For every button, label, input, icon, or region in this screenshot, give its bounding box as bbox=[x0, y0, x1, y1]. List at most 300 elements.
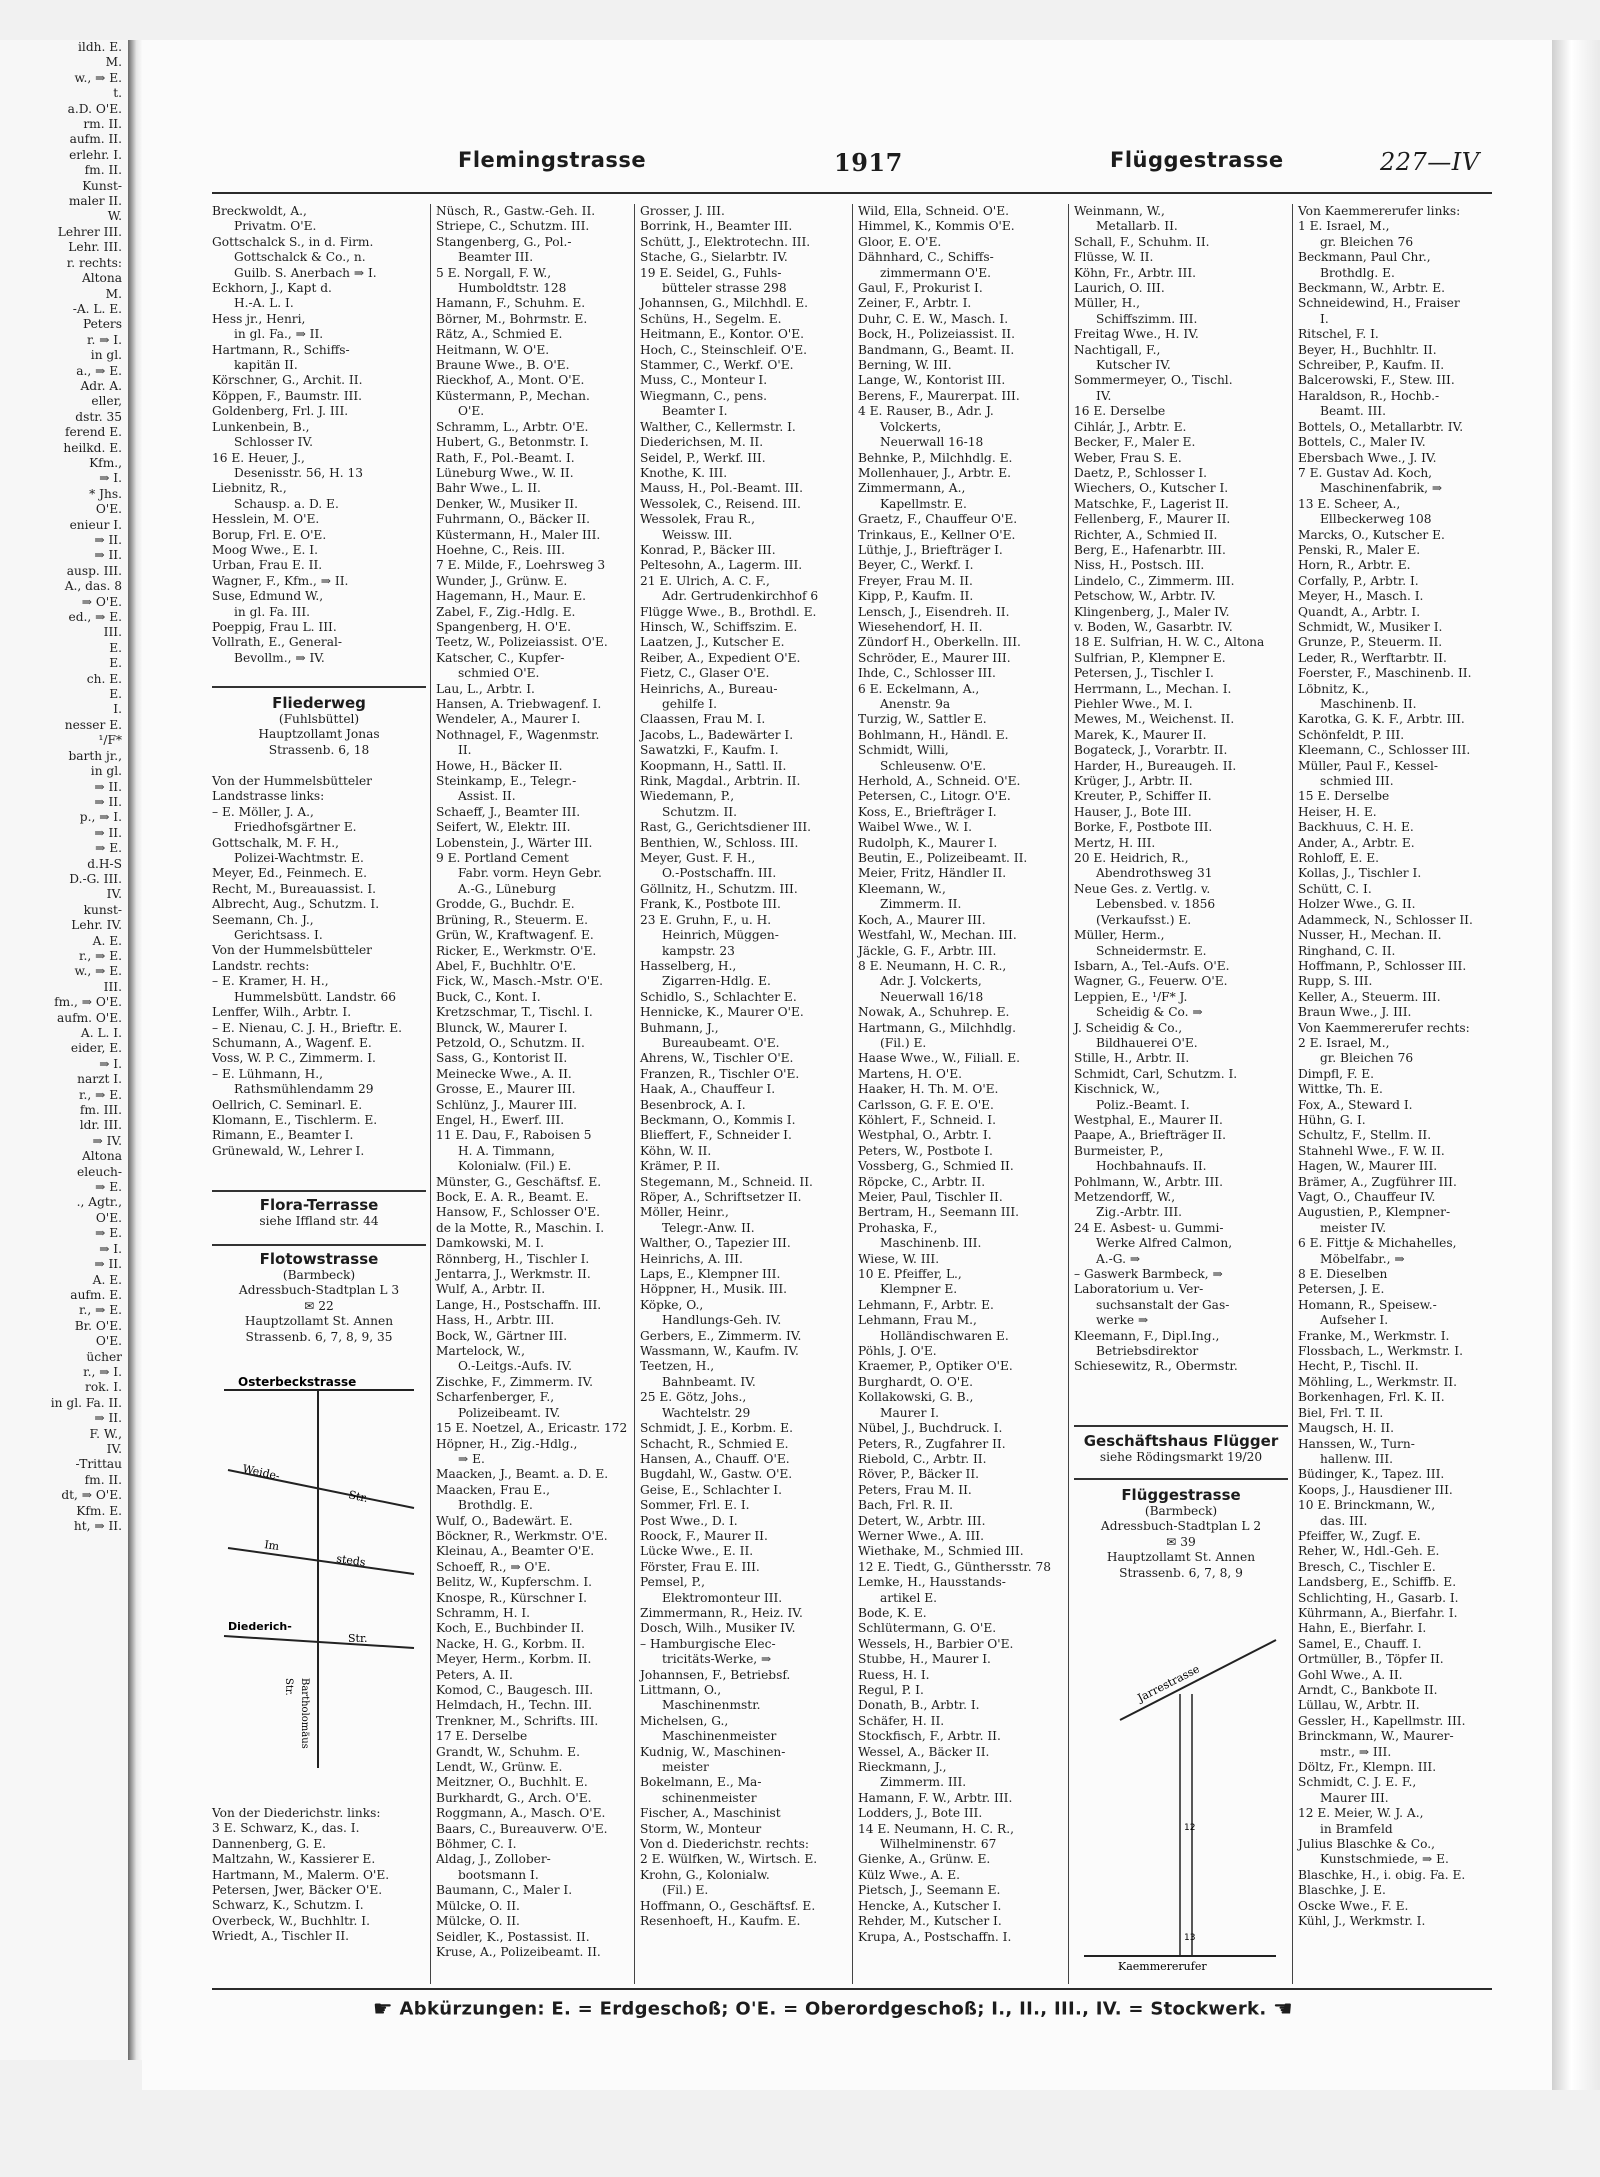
entry-line: Grunze, P., Steuerm. II. bbox=[1298, 635, 1443, 650]
entry-line: Adr. Gertrudenkirchhof 6 bbox=[662, 589, 819, 604]
entry-line: Blunck, W., Maurer I. bbox=[436, 1020, 568, 1035]
entry-line: barth jr., bbox=[68, 748, 122, 763]
entry-line: 2 E. Israel, M., bbox=[1298, 1035, 1390, 1050]
entry-line: O'E. bbox=[95, 502, 122, 517]
entry-line: t. bbox=[113, 86, 122, 101]
entry-line: in gl. bbox=[90, 764, 122, 779]
section-rule bbox=[1074, 1425, 1288, 1427]
entry-line: Neue Ges. z. Vertlg. v. bbox=[1074, 881, 1211, 896]
entry-line: D.-G. III. bbox=[69, 871, 122, 886]
entry-line: Gottschalck & Co., n. bbox=[234, 250, 366, 265]
entry-line: Döltz, Fr., Klempn. III. bbox=[1298, 1760, 1437, 1775]
entry-line: maler II. bbox=[68, 194, 122, 209]
entry-line: Brothdlg. E. bbox=[458, 1498, 533, 1513]
entry-line: Weinmann, W., bbox=[1074, 204, 1165, 218]
section-title: Flotowstrasse bbox=[259, 1250, 379, 1268]
section-line: Hauptzollamt St. Annen bbox=[1106, 1550, 1256, 1565]
entry-line: hallenw. III. bbox=[1320, 1451, 1394, 1466]
entry-line: Metallarb. II. bbox=[1096, 219, 1178, 234]
entry-line: Altona bbox=[81, 271, 122, 286]
entry-line: Böhmer, C. I. bbox=[436, 1837, 517, 1852]
entry-line: Bevollm., ⇒ IV. bbox=[234, 650, 325, 665]
entry-line: Stammer, C., Werkf. O'E. bbox=[640, 358, 794, 373]
column-4 bbox=[858, 204, 1064, 1984]
entry-line: Bottels, C., Maler IV. bbox=[1298, 435, 1426, 450]
entry-line: ¹/F* bbox=[98, 733, 122, 748]
entry-line: Lüneburg Wwe., W. II. bbox=[436, 465, 574, 480]
entry-line: Kollakowski, G. B., bbox=[858, 1390, 974, 1405]
entry-line: Prohaska, F., bbox=[858, 1220, 938, 1235]
entry-line: Borkenhagen, Frl. K. II. bbox=[1298, 1390, 1445, 1405]
entry-line: Bottels, O., Metallarbtr. IV. bbox=[1298, 419, 1464, 434]
entry-line: Wendeler, A., Maurer I. bbox=[436, 712, 581, 727]
entry-line: Wilhelminenstr. 67 bbox=[880, 1837, 997, 1852]
entry-line: I. bbox=[1320, 311, 1329, 326]
section-line: Strassenb. 6, 18 bbox=[268, 742, 370, 757]
entry-line: Von der Hummelsbütteler bbox=[212, 774, 373, 788]
entry-line: Mülcke, O. II. bbox=[436, 1898, 520, 1913]
entry-line: Biel, Frl. T. II. bbox=[1298, 1405, 1384, 1420]
entry-line: Kruse, A., Polizeibeamt. II. bbox=[436, 1944, 601, 1959]
entry-line: Marcks, O., Kutscher E. bbox=[1298, 527, 1445, 542]
entry-line: Duhr, C. E. W., Masch. I. bbox=[858, 311, 1009, 326]
entry-line: Höpner, H., Zig.-Hdlg., bbox=[436, 1436, 578, 1451]
entry-line: Arndt, C., Bankbote II. bbox=[1298, 1683, 1438, 1697]
entry-line: Von Kaemmererufer links: bbox=[1298, 204, 1461, 218]
entry-line: Pemsel, P., bbox=[640, 1575, 706, 1590]
entry-line: III. bbox=[103, 625, 122, 640]
entry-line: Maltzahn, W., Kassierer E. bbox=[212, 1852, 376, 1867]
entry-line: Homann, R., Speisew.- bbox=[1298, 1297, 1437, 1312]
entry-line: Grün, W., Kraftwagenf. E. bbox=[436, 928, 594, 943]
entry-line: Hansen, A. Triebwagenf. I. bbox=[436, 697, 602, 711]
entry-line: Walther, C., Kellermstr. I. bbox=[640, 419, 796, 434]
entry-line: Grandt, W., Schuhm. E. bbox=[436, 1744, 580, 1759]
entry-line: Schall, F., Schuhm. II. bbox=[1074, 234, 1210, 249]
entry-line: Lau, L., Arbtr. I. bbox=[436, 681, 535, 696]
entry-line: Kleemann, C., Schlosser III. bbox=[1298, 743, 1471, 758]
entry-line: Rimann, E., Beamter I. bbox=[212, 1128, 354, 1143]
entry-line: Trinkaus, E., Kellner O'E. bbox=[858, 527, 1016, 542]
entry-line: Jacobs, L., Badewärter I. bbox=[640, 727, 794, 742]
entry-line: ⇒ II. bbox=[94, 825, 122, 840]
entry-line: werke ⇒ bbox=[1096, 1313, 1149, 1328]
entry-line: Kfm. E. bbox=[76, 1503, 122, 1518]
entry-line: Helmdach, H., Techn. III. bbox=[436, 1698, 593, 1713]
entry-line: Blaschke, J. E. bbox=[1298, 1883, 1386, 1898]
entry-line: 8 E. Neumann, H. C. R., bbox=[858, 958, 1007, 973]
entry-line: Hoehne, C., Reis. III. bbox=[436, 542, 565, 557]
entry-line: bootsmann I. bbox=[458, 1867, 539, 1882]
entry-line: Maschinenb. II. bbox=[1320, 697, 1417, 711]
entry-line: Metzendorff, W., bbox=[1074, 1190, 1176, 1204]
entry-line: O.-Postschaffn. III. bbox=[662, 866, 777, 881]
street-map-flueggestrasse bbox=[1080, 1610, 1280, 1973]
entry-line: Leppien, E., ¹/F* J. bbox=[1074, 989, 1188, 1004]
entry-line: Rohloff, E. E. bbox=[1298, 851, 1379, 866]
entry-line: ⇒ E. bbox=[95, 1226, 122, 1241]
entry-line: rm. II. bbox=[83, 117, 122, 132]
entry-line: Buck, C., Kont. I. bbox=[436, 989, 541, 1004]
entry-line: Zimmerm. II. bbox=[880, 897, 962, 912]
entry-line: IV. bbox=[1096, 388, 1112, 403]
entry-line: Berens, F., Maurerpat. III. bbox=[858, 388, 1020, 403]
entry-line: Himmel, K., Kommis O'E. bbox=[858, 219, 1015, 234]
entry-line: Privatm. O'E. bbox=[234, 219, 317, 234]
entry-line: A. E. bbox=[92, 1272, 122, 1287]
entry-line: Voss, W. P. C., Zimmerm. I. bbox=[212, 1051, 376, 1066]
entry-line: Knothe, K. III. bbox=[640, 465, 728, 480]
entry-line: Vossberg, G., Schmied II. bbox=[858, 1159, 1014, 1174]
entry-line: in gl. Fa. II. bbox=[50, 1395, 122, 1410]
entry-line: Seifert, W., Elektr. III. bbox=[436, 820, 571, 835]
entry-line: Schwarz, K., Schutzm. I. bbox=[212, 1898, 364, 1913]
entry-line: Daetz, P., Schlosser I. bbox=[1074, 465, 1208, 480]
map-label-steds: steds bbox=[335, 1552, 367, 1570]
entry-line: Meyer, H., Masch. I. bbox=[1298, 589, 1424, 604]
entry-line: v. Boden, W., Gasarbtr. IV. bbox=[1074, 619, 1233, 634]
entry-line: d.H-S bbox=[87, 856, 122, 871]
entry-line: Post Wwe., D. I. bbox=[640, 1513, 738, 1528]
map-label-jarrestrasse: Jarrestrasse bbox=[1135, 1662, 1202, 1705]
entry-line: E. bbox=[109, 656, 122, 671]
entry-line: ücher bbox=[86, 1349, 122, 1364]
entry-line: rok. I. bbox=[85, 1380, 122, 1395]
entry-line: Schleusenw. O'E. bbox=[880, 758, 987, 773]
entry-line: Lodders, J., Bote III. bbox=[858, 1806, 983, 1821]
entry-line: Fellenberg, F., Maurer II. bbox=[1074, 512, 1231, 527]
entry-line: Karotka, G. K. F., Arbtr. III. bbox=[1298, 712, 1465, 727]
entry-line: Gloor, E. O'E. bbox=[858, 234, 942, 249]
entry-line: Koopmann, H., Sattl. II. bbox=[640, 758, 787, 773]
entry-line: Löbnitz, K., bbox=[1298, 681, 1369, 696]
entry-line: 7 E. Milde, F., Loehrsweg 3 bbox=[436, 558, 606, 573]
entry-line: Vollrath, E., General- bbox=[212, 635, 343, 650]
entry-line: Diederichsen, M. II. bbox=[640, 435, 764, 450]
entry-line: Zimmermann, R., Heiz. IV. bbox=[640, 1605, 803, 1620]
entry-line: Scharfenberger, F., bbox=[436, 1390, 555, 1405]
entry-line: Kühl, J., Werkmstr. I. bbox=[1298, 1914, 1426, 1929]
entry-line: Laatzen, J., Kutscher E. bbox=[640, 635, 785, 650]
entry-line: meister IV. bbox=[1320, 1220, 1387, 1235]
entry-line: Lange, H., Postschaffn. III. bbox=[436, 1297, 602, 1312]
entry-line: Pfeiffer, W., Zugf. E. bbox=[1298, 1528, 1421, 1543]
entry-line: Carlsson, G. F. E. O'E. bbox=[858, 1097, 994, 1112]
entry-line: E. bbox=[109, 640, 122, 655]
entry-line: Vagt, O., Chauffeur IV. bbox=[1298, 1190, 1436, 1204]
entry-line: Körschner, G., Archit. II. bbox=[212, 373, 363, 388]
entry-line: Lebensbed. v. 1856 bbox=[1096, 897, 1216, 912]
entry-line: Hoffmann, O., Geschäftsf. E. bbox=[640, 1898, 816, 1913]
entry-line: Möbelfabr., ⇒ bbox=[1320, 1251, 1405, 1266]
entry-line: Adr. A. bbox=[80, 378, 122, 393]
entry-line: Mollenhauer, J., Arbtr. E. bbox=[858, 465, 1011, 480]
entry-line: ⇒ I. bbox=[99, 1241, 122, 1256]
entry-line: Ander, A., Arbtr. E. bbox=[1298, 835, 1415, 850]
entry-line: Haase Wwe., W., Filiall. E. bbox=[858, 1051, 1021, 1066]
entry-line: Börner, M., Bohrmstr. E. bbox=[436, 311, 588, 326]
entry-line: Komod, C., Baugesch. III. bbox=[436, 1683, 594, 1697]
entry-line: Hahn, E., Bierfahr. I. bbox=[1298, 1621, 1427, 1636]
entry-line: Schlosser IV. bbox=[234, 435, 314, 450]
entry-line: Burghardt, O. O'E. bbox=[858, 1374, 973, 1389]
previous-page-edge bbox=[0, 40, 130, 2060]
entry-line: Petschow, W., Arbtr. IV. bbox=[1074, 589, 1216, 604]
entry-line: 6 E. Fittje & Michahelles, bbox=[1298, 1236, 1457, 1251]
entry-line: Maurer III. bbox=[1320, 1790, 1389, 1805]
entry-line: Fischer, A., Maschinist bbox=[640, 1806, 781, 1821]
entry-line: Benthien, W., Schloss. III. bbox=[640, 835, 799, 850]
entry-line: Guilb. S. Anerbach ⇒ I. bbox=[234, 265, 377, 280]
entry-line: Belitz, W., Kupferschm. I. bbox=[436, 1575, 593, 1590]
entry-line: Breckwoldt, A., bbox=[212, 204, 307, 218]
abbreviations-footer bbox=[278, 1997, 1388, 2022]
entry-line: Br. O'E. bbox=[74, 1318, 122, 1333]
entry-line: Assist. II. bbox=[458, 789, 516, 804]
entry-line: Teetzen, H., bbox=[640, 1359, 715, 1374]
entry-line: Roggmann, A., Masch. O'E. bbox=[436, 1806, 606, 1821]
entry-line: Hoch, C., Steinschleif. O'E. bbox=[640, 342, 807, 357]
entry-line: (Verkaufsst.) E. bbox=[1096, 912, 1192, 927]
entry-line: ⇒ E. bbox=[95, 841, 122, 856]
entry-line: Bock, W., Gärtner III. bbox=[436, 1328, 568, 1343]
entry-line: A.-G., Lüneburg bbox=[458, 881, 556, 896]
entry-line: Isbarn, A., Tel.-Aufs. O'E. bbox=[1074, 958, 1230, 973]
entry-line: mstr., ⇒ III. bbox=[1320, 1744, 1392, 1759]
entry-line: Grünewald, W., Lehrer I. bbox=[212, 1143, 365, 1158]
section-line: (Barmbeck) bbox=[282, 1268, 356, 1282]
entry-line: Wulf, O., Badewärt. E. bbox=[436, 1513, 573, 1528]
entry-line: Telegr.-Anw. II. bbox=[662, 1220, 755, 1235]
entry-line: Brothdlg. E. bbox=[1320, 265, 1395, 280]
entry-line: – E. Kramer, H. H., bbox=[212, 974, 329, 989]
entry-line: Burmeister, P., bbox=[1074, 1143, 1164, 1158]
entry-line: Johannsen, F., Betriebsf. bbox=[640, 1667, 791, 1682]
entry-line: Sommermeyer, O., Tischl. bbox=[1074, 373, 1233, 388]
entry-line: kampstr. 23 bbox=[662, 943, 735, 958]
entry-line: Röper, A., Schriftsetzer II. bbox=[640, 1190, 802, 1204]
entry-line: Schramm, L., Arbtr. O'E. bbox=[436, 419, 589, 434]
entry-line: 13 E. Scheer, A., bbox=[1298, 496, 1401, 511]
entry-line: Petersen, C., Litogr. O'E. bbox=[858, 789, 1011, 804]
entry-line: Leder, R., Werftarbtr. II. bbox=[1298, 650, 1447, 665]
entry-line: Schramm, H. I. bbox=[436, 1605, 531, 1620]
entry-line: Peters, Frau M. II. bbox=[858, 1482, 972, 1497]
entry-line: Johannsen, G., Milchhdl. E. bbox=[640, 296, 809, 311]
entry-line: Corfally, P., Arbtr. I. bbox=[1298, 573, 1419, 588]
entry-line: aufm. E. bbox=[70, 1287, 122, 1302]
entry-line: Gienke, A., Grünw. E. bbox=[858, 1852, 991, 1867]
entry-line: ch. E. bbox=[86, 671, 122, 686]
entry-line: Richter, A., Schmied II. bbox=[1074, 527, 1218, 542]
entry-line: Bock, H., Polizeiassist. II. bbox=[858, 327, 1015, 342]
entry-line: Franke, M., Werkmstr. I. bbox=[1298, 1328, 1450, 1343]
entry-line: Hansow, F., Schlosser O'E. bbox=[436, 1205, 601, 1220]
entry-line: Jentarra, J., Werkmstr. II. bbox=[436, 1267, 591, 1282]
entry-line: Kührmann, A., Bierfahr. I. bbox=[1298, 1605, 1458, 1620]
entry-line: Poliz.-Beamt. I. bbox=[1096, 1097, 1190, 1112]
entry-line: Schütt, C. I. bbox=[1298, 881, 1372, 896]
page-edge-right bbox=[1552, 40, 1600, 2090]
entry-line: Kreuter, P., Schiffer II. bbox=[1074, 789, 1212, 804]
entry-line: Ruess, H. I. bbox=[858, 1667, 930, 1682]
entry-line: 25 E. Götz, Johs., bbox=[640, 1390, 747, 1405]
entry-line: Lehr. IV. bbox=[71, 918, 122, 933]
entry-line: Polizeibeamt. IV. bbox=[458, 1405, 561, 1420]
entry-line: Dannenberg, G. E. bbox=[212, 1836, 327, 1851]
entry-line: Freyer, Frau M. II. bbox=[858, 573, 973, 588]
column-3 bbox=[640, 204, 848, 1984]
header-rule bbox=[212, 192, 1492, 194]
entry-line: Ringhand, C. II. bbox=[1298, 943, 1396, 958]
section-line: Hauptzollamt St. Annen bbox=[244, 1314, 394, 1329]
entry-line: (Fil.) E. bbox=[880, 1035, 927, 1050]
entry-line: Schlütermann, G. O'E. bbox=[858, 1621, 997, 1636]
entry-line: Schmidt, J. E., Korbm. E. bbox=[640, 1421, 793, 1436]
entry-line: Seidler, K., Postassist. II. bbox=[436, 1929, 590, 1944]
entry-line: Blieffert, F., Schneider I. bbox=[640, 1128, 792, 1143]
entry-line: Hartmann, R., Schiffs- bbox=[212, 342, 350, 357]
section-title: Geschäftshaus Flügger bbox=[1083, 1432, 1279, 1450]
entry-line: Schäfer, H. II. bbox=[858, 1713, 945, 1728]
entry-line: Gerichtsass. I. bbox=[234, 928, 323, 943]
entry-line: Rätz, A., Schmied E. bbox=[436, 327, 563, 342]
entry-line: O'E. bbox=[458, 404, 485, 419]
entry-line: Stahnehl Wwe., F. W. II. bbox=[1298, 1143, 1445, 1158]
entry-line: Peltesohn, A., Lagerm. III. bbox=[640, 558, 803, 573]
entry-line: Möller, Heinr., bbox=[640, 1205, 729, 1220]
entry-line: ⇒ II. bbox=[94, 548, 122, 563]
entry-line: Westfahl, W., Mechan. III. bbox=[858, 928, 1017, 943]
entry-line: Brämer, A., Zugführer III. bbox=[1298, 1174, 1457, 1189]
column-2 bbox=[436, 204, 632, 1984]
entry-line: Zeiner, F., Arbtr. I. bbox=[858, 296, 972, 311]
entry-line: Humboldtstr. 128 bbox=[458, 281, 567, 296]
entry-line: Samel, E., Chauff. I. bbox=[1298, 1636, 1422, 1651]
entry-line: Elektromonteur III. bbox=[662, 1590, 783, 1605]
entry-line: Fabr. vorm. Heyn Gebr. bbox=[458, 866, 602, 881]
entry-line: Adammeck, N., Schlosser II. bbox=[1298, 912, 1473, 927]
entry-line: Suse, Edmund W., bbox=[212, 589, 324, 604]
entry-line: Köppen, F., Baumstr. III. bbox=[212, 388, 363, 403]
entry-line: Wiedemann, P., bbox=[640, 789, 735, 804]
entry-line: Meyer, Ed., Feinmech. E. bbox=[212, 866, 368, 881]
entry-line: Holzer Wwe., G. II. bbox=[1298, 897, 1416, 912]
entry-line: Braun Wwe., J. III. bbox=[1298, 1005, 1412, 1020]
entry-line: Kischnick, W., bbox=[1074, 1082, 1160, 1097]
entry-line: E. bbox=[109, 687, 122, 702]
entry-line: Küstermann, P., Mechan. bbox=[436, 388, 590, 403]
entry-line: IV. bbox=[106, 1441, 122, 1456]
entry-line: Schmidt, C. J. E. F., bbox=[1298, 1775, 1417, 1790]
entry-line: Beamter I. bbox=[662, 404, 728, 419]
entry-line: ferend E. bbox=[64, 425, 122, 440]
section-line: (Fuhlsbüttel) bbox=[278, 712, 360, 726]
entry-line: Franzen, R., Tischler O'E. bbox=[640, 1066, 800, 1081]
entry-line: Hass, H., Arbtr. III. bbox=[436, 1313, 555, 1328]
entry-line: Bogateck, J., Vorarbtr. II. bbox=[1074, 743, 1228, 758]
entry-line: Nothnagel, F., Wagenmstr. bbox=[436, 727, 600, 742]
entry-line: Schumann, A., Wagenf. E. bbox=[212, 1035, 372, 1050]
entry-line: Brinckmann, W., Maurer- bbox=[1298, 1729, 1454, 1744]
entry-line: Julius Blaschke & Co., bbox=[1298, 1837, 1435, 1852]
entry-line: Damkowski, M. I. bbox=[436, 1236, 544, 1251]
entry-line: r., ⇒ I. bbox=[83, 1364, 122, 1379]
entry-line: Detert, W., Arbtr. III. bbox=[858, 1513, 986, 1528]
map-label-bartholomaeus-str: Str. bbox=[283, 1678, 294, 1696]
section-title: Flüggestrasse bbox=[1121, 1486, 1241, 1504]
entry-line: Graetz, F., Chauffeur O'E. bbox=[858, 512, 1018, 527]
entry-line: ht, ⇒ II. bbox=[73, 1519, 122, 1533]
entry-line: r., ⇒ E. bbox=[79, 1087, 122, 1102]
entry-line: Beyer, H., Buchhltr. II. bbox=[1298, 342, 1437, 357]
entry-line: Maacken, J., Beamt. a. D. E. bbox=[436, 1467, 609, 1482]
entry-line: Schutzm. II. bbox=[662, 804, 737, 819]
map-label-kaemmererufer: Kaemmererufer bbox=[1118, 1960, 1207, 1973]
entry-line: Maschinenmeister bbox=[662, 1729, 777, 1744]
entry-line: Heitmann, W. O'E. bbox=[436, 342, 550, 357]
entry-line: Hanssen, W., Turn- bbox=[1298, 1436, 1415, 1451]
entry-line: Von der Diederichstr. links: bbox=[212, 1806, 381, 1820]
entry-line: r., ⇒ E. bbox=[79, 948, 122, 963]
entry-line: Meinecke Wwe., A. II. bbox=[436, 1066, 572, 1081]
entry-line: Bildhauerei O'E. bbox=[1096, 1035, 1198, 1050]
entry-line: Bresch, C., Tischler E. bbox=[1298, 1559, 1436, 1574]
entry-line: Bock, E. A. R., Beamt. E. bbox=[436, 1190, 589, 1204]
entry-line: Borup, Frl. E. O'E. bbox=[212, 527, 327, 542]
entry-line: Gottschalk, M. F. H., bbox=[212, 835, 340, 850]
entry-line: artikel E. bbox=[880, 1590, 938, 1605]
entry-line: Kleemann, W., bbox=[858, 881, 946, 896]
entry-line: Hummelsbütt. Landstr. 66 bbox=[234, 989, 397, 1004]
entry-line: Schidlo, S., Schlachter E. bbox=[640, 989, 797, 1004]
entry-line: Herrmann, L., Mechan. I. bbox=[1074, 681, 1232, 696]
entry-line: Maschinenfabrik, ⇒ bbox=[1320, 481, 1443, 496]
entry-line: suchsanstalt der Gas- bbox=[1096, 1297, 1230, 1312]
entry-line: aufm. O'E. bbox=[56, 1010, 122, 1025]
entry-line: Schütt, J., Elektrotechn. III. bbox=[640, 234, 811, 249]
entry-line: Ricker, E., Werkmstr. O'E. bbox=[436, 943, 597, 958]
entry-line: Kleinau, A., Beamter O'E. bbox=[436, 1544, 595, 1559]
entry-line: Krämer, P. II. bbox=[640, 1159, 721, 1174]
entry-line: eleuch- bbox=[77, 1164, 122, 1179]
entry-line: dstr. 35 bbox=[75, 409, 122, 424]
entry-line: Resenhoeft, H., Kaufm. E. bbox=[640, 1914, 801, 1929]
entry-line: 8 E. Dieselben bbox=[1298, 1267, 1388, 1282]
entry-line: Hecht, P., Tischl. II. bbox=[1298, 1359, 1419, 1374]
entry-line: Paape, A., Briefträger II. bbox=[1074, 1128, 1226, 1143]
entry-line: I. bbox=[113, 702, 122, 717]
entry-line: ldr. III. bbox=[79, 1118, 122, 1133]
entry-line: Köhlert, F., Schneid. I. bbox=[858, 1112, 996, 1127]
entry-line: a., ⇒ E. bbox=[76, 363, 122, 378]
entry-line: Lüthje, J., Briefträger I. bbox=[858, 542, 1003, 557]
entry-line: Striepe, C., Schutzm. III. bbox=[436, 219, 590, 234]
entry-line: Anenstr. 9a bbox=[880, 697, 951, 711]
entry-line: Blaschke, H., i. obig. Fa. E. bbox=[1298, 1867, 1466, 1882]
entry-line: Lunkenbein, B., bbox=[212, 419, 310, 434]
entry-line: Schreiber, P., Kaufm. II. bbox=[1298, 358, 1445, 373]
entry-line: heilkd. E. bbox=[63, 440, 122, 455]
entry-line: M. bbox=[105, 286, 122, 301]
entry-line: gr. Bleichen 76 bbox=[1320, 1051, 1414, 1066]
map-label-diederich: Diederich- bbox=[228, 1620, 292, 1633]
entry-line: A., das. 8 bbox=[64, 579, 122, 594]
entry-line: Martelock, W., bbox=[436, 1344, 526, 1359]
entry-line: Volckerts, bbox=[880, 419, 942, 434]
entry-line: Nüsch, R., Gastw.-Geh. II. bbox=[436, 204, 596, 218]
section-title: Flora-Terrasse bbox=[259, 1196, 379, 1214]
